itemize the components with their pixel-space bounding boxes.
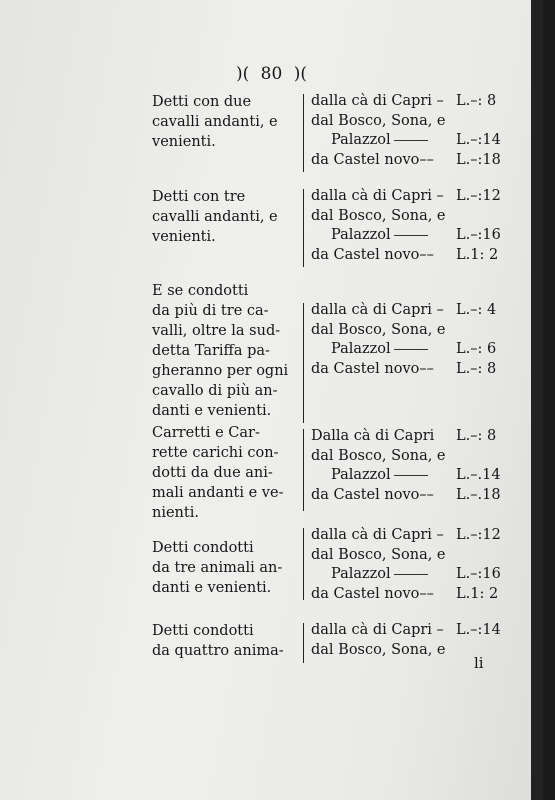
- description-line: Carretti e Car-: [152, 425, 260, 441]
- entry-description: [152, 621, 302, 661]
- leader-dash: [394, 475, 428, 476]
- bracket-line: [303, 189, 304, 267]
- leader-dash: [394, 574, 428, 575]
- destination-text: da Castel novo––: [311, 151, 434, 168]
- fee-row: [311, 187, 511, 207]
- fee-row: [311, 340, 511, 360]
- fee-row: [311, 301, 511, 321]
- fee-row: [311, 621, 511, 641]
- destination-text: da Castel novo––: [311, 360, 434, 377]
- entry-description: [152, 187, 302, 247]
- bracket-line: [303, 528, 304, 600]
- leader-dash: [394, 349, 428, 350]
- fee-amount: L.–:16: [456, 566, 501, 582]
- destination-text: dal Bosco, Sona, e: [311, 546, 446, 563]
- fee-row: [311, 466, 511, 486]
- destination: [311, 641, 446, 661]
- description-line: da più di tre ca-: [152, 303, 269, 319]
- destination: [311, 621, 444, 641]
- fee-row: [311, 486, 511, 506]
- fee-row: [311, 207, 511, 227]
- destination-text: dalla cà di Capri –: [311, 93, 444, 109]
- entry-description: [152, 538, 302, 598]
- description-line: gheranno per ogni: [152, 363, 289, 379]
- description-line: Detti condotti: [152, 540, 254, 556]
- description-line: da tre animali an-: [152, 560, 283, 576]
- destination: [311, 546, 446, 566]
- fee-row: [311, 321, 511, 341]
- fee-amount: L.–.14: [456, 467, 501, 483]
- destination: [311, 301, 444, 321]
- destination: [311, 321, 446, 341]
- fee-amount: L.–:14: [456, 132, 501, 148]
- fee-row: [311, 447, 511, 467]
- fee-row: [311, 585, 511, 605]
- entry-description: [152, 423, 302, 523]
- fee-amount: L.–: 6: [456, 341, 497, 357]
- destination: [311, 246, 434, 266]
- fee-amount: L.1: 2: [456, 246, 499, 263]
- leader-dash: [394, 235, 428, 236]
- destination-text: dalla cà di Capri –: [311, 302, 444, 318]
- description-line: Detti con tre: [152, 189, 246, 205]
- destination-text: da Castel novo––: [311, 246, 434, 263]
- fee-table: [311, 301, 511, 379]
- entry-description: [152, 92, 302, 152]
- destination: [311, 151, 434, 171]
- bracket-line: [303, 429, 304, 511]
- description-line: danti e venienti.: [152, 403, 272, 419]
- fee-amount: L.–: 8: [456, 93, 497, 109]
- catchword: li: [474, 654, 484, 672]
- fee-row: [311, 546, 511, 566]
- destination: [331, 565, 428, 585]
- fee-amount: L.–:12: [456, 188, 501, 204]
- description-line: dotti da due ani-: [152, 465, 273, 481]
- description-line: mali andanti e ve-: [152, 485, 284, 501]
- description-line: danti e venienti.: [152, 580, 272, 596]
- destination: [311, 92, 444, 112]
- description-line: cavalli andanti, e: [152, 114, 278, 130]
- destination-text: dal Bosco, Sona, e: [311, 641, 446, 658]
- destination: [311, 447, 446, 467]
- fee-row: [311, 131, 511, 151]
- page-header: [0, 64, 543, 84]
- description-line: Detti condotti: [152, 623, 254, 639]
- destination: [311, 585, 434, 605]
- fee-table: [311, 427, 511, 505]
- fee-row: [311, 226, 511, 246]
- fee-table: [311, 526, 511, 604]
- destination: [311, 207, 446, 227]
- bracket-line: [303, 303, 304, 423]
- destination-text: dalla cà di Capri –: [311, 527, 444, 543]
- fee-row: [311, 526, 511, 546]
- destination: [311, 427, 434, 447]
- destination-text: Palazzol: [331, 341, 391, 357]
- header-ornament-right: )(: [293, 64, 307, 84]
- description-line: cavallo di più an-: [152, 383, 278, 399]
- description-line: cavalli andanti, e: [152, 209, 278, 225]
- destination-text: Palazzol: [331, 132, 391, 148]
- destination: [331, 466, 428, 486]
- destination-text: dal Bosco, Sona, e: [311, 447, 446, 464]
- destination-text: Palazzol: [331, 467, 391, 483]
- page-edge-shadow: [531, 0, 543, 800]
- fee-amount: L.–:14: [456, 622, 501, 638]
- fee-amount: L.–:12: [456, 527, 501, 543]
- destination-text: da Castel novo––: [311, 486, 434, 503]
- fee-table: [311, 187, 511, 265]
- page-number: 80: [260, 64, 283, 84]
- description-line: venienti.: [152, 229, 216, 245]
- bracket-line: [303, 623, 304, 663]
- description-line: E se condotti: [152, 283, 249, 299]
- fee-table: [311, 92, 511, 170]
- destination-text: dal Bosco, Sona, e: [311, 207, 446, 224]
- entry-description: [152, 281, 302, 421]
- description-line: Detti con due: [152, 94, 252, 110]
- description-line: venienti.: [152, 134, 216, 150]
- leader-dash: [394, 140, 428, 141]
- header-ornament-left: )(: [236, 64, 250, 84]
- fee-amount: L.–:18: [456, 151, 501, 168]
- destination-text: dal Bosco, Sona, e: [311, 321, 446, 338]
- fee-amount: L.–: 8: [456, 360, 497, 377]
- destination: [311, 360, 434, 380]
- destination: [311, 526, 444, 546]
- description-line: da quattro anima-: [152, 643, 284, 659]
- destination-text: dalla cà di Capri –: [311, 622, 444, 638]
- destination: [331, 131, 428, 151]
- fee-amount: L.–: 4: [456, 302, 497, 318]
- description-line: valli, oltre la sud-: [152, 323, 281, 339]
- fee-row: [311, 565, 511, 585]
- description-line: nienti.: [152, 505, 199, 521]
- destination-text: da Castel novo––: [311, 585, 434, 602]
- destination-text: dal Bosco, Sona, e: [311, 112, 446, 129]
- description-line: rette carichi con-: [152, 445, 279, 461]
- destination: [311, 112, 446, 132]
- fee-amount: L.–.18: [456, 486, 501, 503]
- destination-text: Palazzol: [331, 227, 391, 243]
- destination: [311, 187, 444, 207]
- fee-row: [311, 151, 511, 171]
- fee-row: [311, 246, 511, 266]
- description-line: detta Tariffa pa-: [152, 343, 270, 359]
- fee-amount: L.–: 8: [456, 428, 497, 444]
- fee-row: [311, 427, 511, 447]
- destination: [331, 340, 428, 360]
- fee-row: [311, 92, 511, 112]
- fee-amount: L.1: 2: [456, 585, 499, 602]
- fee-row: [311, 360, 511, 380]
- destination-text: Dalla cà di Capri: [311, 428, 435, 444]
- destination-text: Palazzol: [331, 566, 391, 582]
- destination: [311, 486, 434, 506]
- destination: [331, 226, 428, 246]
- fee-row: [311, 112, 511, 132]
- destination-text: dalla cà di Capri –: [311, 188, 444, 204]
- bracket-line: [303, 94, 304, 172]
- fee-amount: L.–:16: [456, 227, 501, 243]
